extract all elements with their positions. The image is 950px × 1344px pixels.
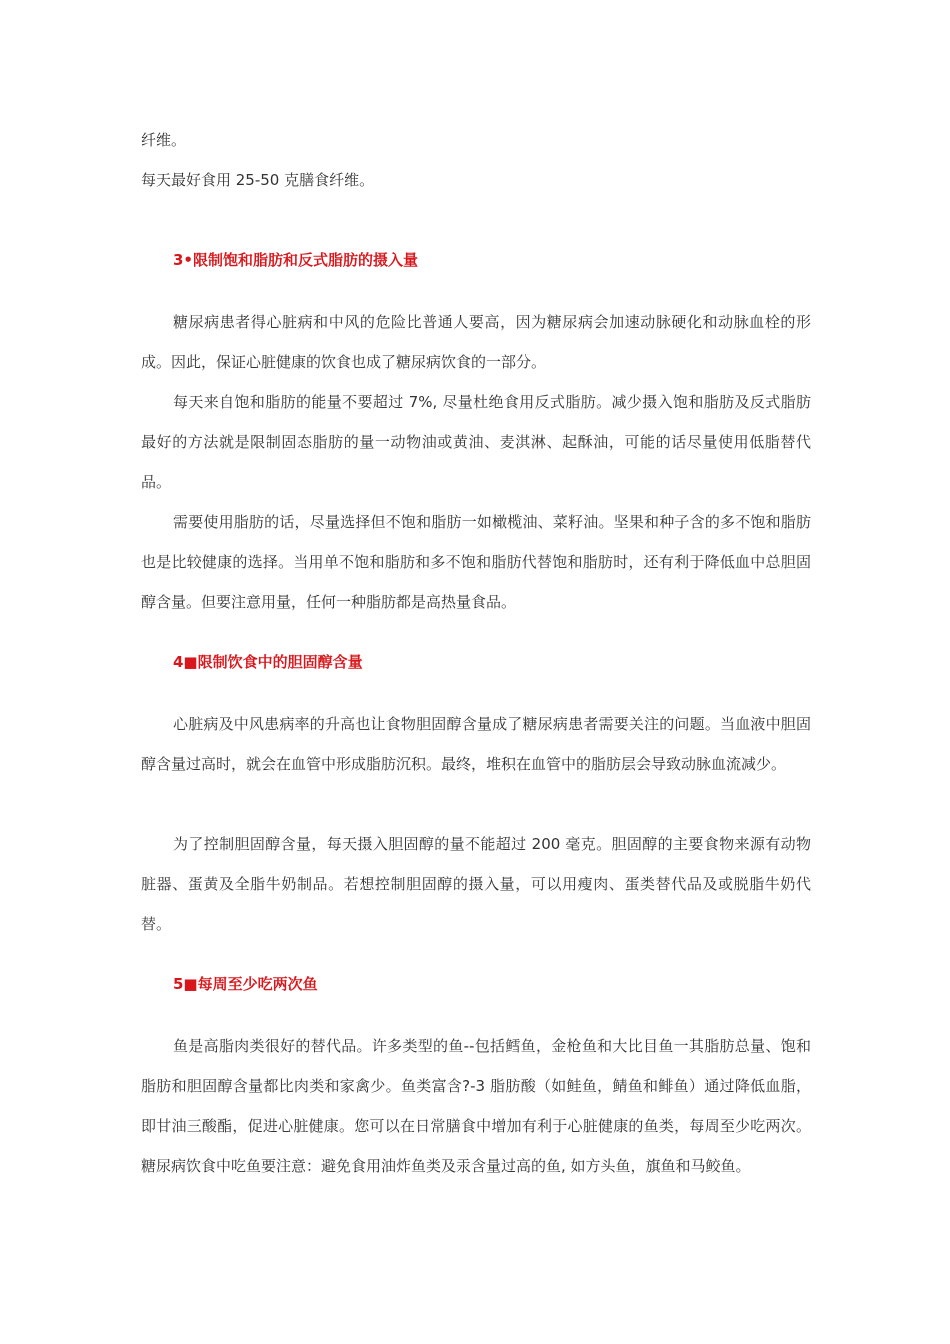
intro-line-1: 纤维。 <box>141 131 187 149</box>
section-5-paragraph-1: 鱼是高脂肉类很好的替代品。许多类型的鱼--包括鳕鱼，金枪鱼和大比目鱼一其脂肪总量、饱和脂肪和胆固醇含量都比肉类和家禽少。鱼类富含?-3 脂肪酸（如鲑鱼，鲭鱼和鲱鱼）通过降低血脂，即甘油三酸酯，促进心脏健康。您可以在日常膳食中增加有利于心脏健康的鱼类，每周至少吃两次。糖尿病饮食中吃鱼要注意：避免食用油炸鱼类及汞含量过高的鱼, 如方头鱼，旗鱼和马鲛鱼。 <box>141 1037 811 1175</box>
section-5-number: 5■ <box>173 975 198 993</box>
section-3-title: 限制饱和脂肪和反式脂肪的摄入量 <box>193 251 419 269</box>
section-3-paragraph-1: 糖尿病患者得心脏病和中风的危险比普通人要高，因为糖尿病会加速动脉硬化和动脉血栓的形成。因此，保证心脏健康的饮食也成了糖尿病饮食的一部分。 <box>141 313 811 371</box>
section-3-number: 3• <box>173 251 194 269</box>
section-4-number: 4■ <box>173 653 198 671</box>
intro-line-2: 每天最好食用 25-50 克膳食纤维。 <box>141 171 375 189</box>
section-4-heading <box>173 650 363 674</box>
section-5-heading <box>173 972 318 996</box>
section-4-paragraph-1: 心脏病及中风患病率的升高也让食物胆固醇含量成了糖尿病患者需要关注的问题。当血液中胆固醇含量过高时，就会在血管中形成脂肪沉积。最终，堆积在血管中的脂肪层会导致动脉血流减少。 <box>141 715 811 773</box>
section-5-title: 每周至少吃两次鱼 <box>197 975 318 993</box>
section-3-paragraph-3: 需要使用脂肪的话，尽量选择但不饱和脂肪一如橄榄油、菜籽油。坚果和种子含的多不饱和脂肪也是比较健康的选择。当用单不饱和脂肪和多不饱和脂肪代替饱和脂肪时，还有利于降低血中总胆固醇含量。但要注意用量，任何一种脂肪都是高热量食品。 <box>141 513 811 611</box>
section-4-paragraph-2: 为了控制胆固醇含量，每天摄入胆固醇的量不能超过 200 毫克。胆固醇的主要食物来源有动物脏器、蛋黄及全脂牛奶制品。若想控制胆固醇的摄入量，可以用瘦肉、蛋类替代品及或脱脂牛奶代替。 <box>141 835 811 933</box>
section-3-paragraph-2: 每天来自饱和脂肪的能量不要超过 7%, 尽量杜绝食用反式脂肪。减少摄入饱和脂肪及反式脂肪最好的方法就是限制固态脂肪的量一动物油或黄油、麦淇淋、起酥油，可能的话尽量使用低脂替代品。 <box>141 393 811 491</box>
section-4-title: 限制饮食中的胆固醇含量 <box>197 653 363 671</box>
section-3-heading <box>173 248 418 272</box>
